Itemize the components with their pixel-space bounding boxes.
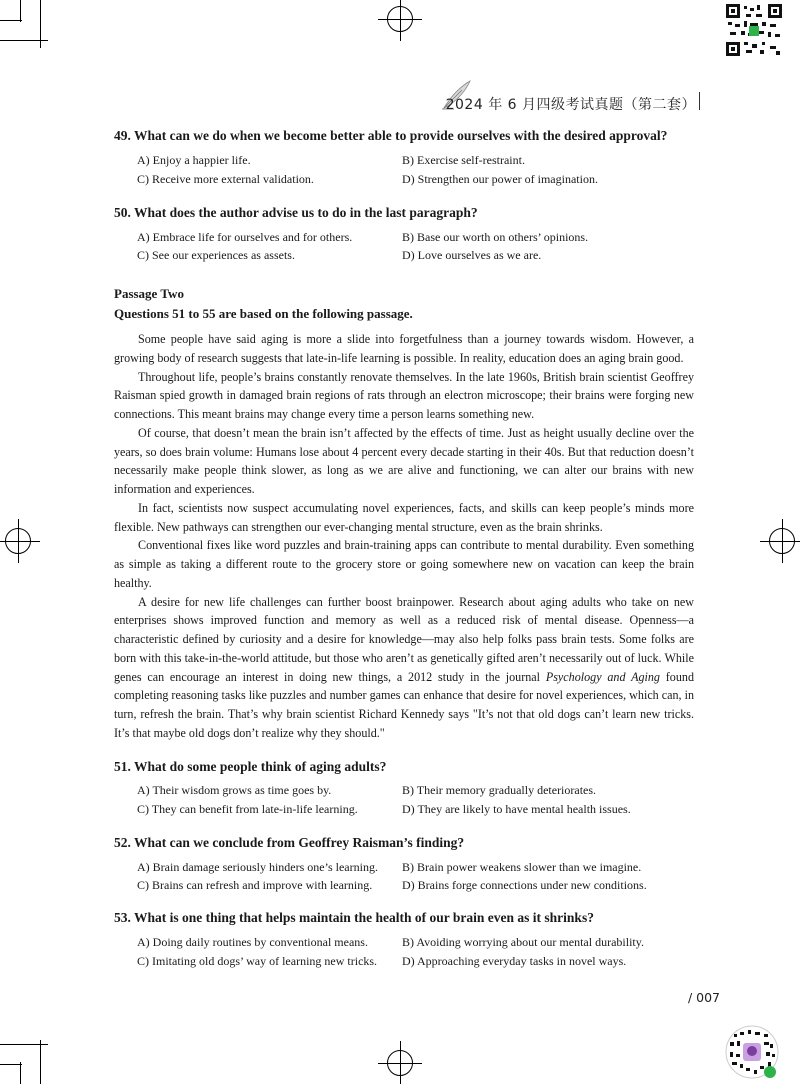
option-d: D) Approaching everyday tasks in novel ways. (402, 954, 627, 968)
option-a: A) Their wisdom grows as time goes by. (137, 783, 332, 797)
option-b: B) Base our worth on others’ opinions. (402, 230, 589, 244)
passage-paragraph: Conventional fixes like word puzzles and brain-training apps can contribute to mental durability. Even something as simple as taking a different route to the grocery store or going somewhere new on vacation can keep the brain healthy. (114, 538, 694, 590)
passage-paragraph (114, 593, 694, 743)
crop-mark (0, 1064, 22, 1065)
paragraph-text: A desire for new life challenges can further boost brainpower. Research about aging adults who take on new enterprises shows improved function and memory as well as a reduced risk of mental disease. Openness—a characteristic defined by curiosity and a desire for knowledge—may also help folks pass brain tests. Some folks are born with this take-in-the-world attitude, but those who aren’t as genetically gifted aren’t necessarily out of luck. While genes can encourage an interest in doing new things, a 2012 study in the journal (114, 594, 694, 684)
question-title: 50. What does the author advise us to do in the last paragraph? (114, 205, 478, 220)
option-b: B) Brain power weakens slower than we imagine. (402, 860, 642, 874)
passage-paragraph: Some people have said aging is more a slide into forgetfulness than a journey towards wisdom. However, a growing body of research suggests that late-in-life learning is possible. In reality, education does an aging brain good. (114, 332, 694, 365)
passage-instruction: Questions 51 to 55 are based on the following passage. (114, 306, 413, 321)
passage-body (114, 330, 694, 743)
passage-paragraph: In fact, scientists now suspect accumulating novel experiences, facts, and skills can keep people’s minds more flexible. New pathways can strengthen our ever-changing mental structure, even as the brain shrinks. (114, 500, 694, 534)
option-c: C) See our experiences as assets. (137, 248, 295, 262)
registration-mark (769, 528, 795, 554)
option-b: B) Exercise self-restraint. (402, 153, 525, 167)
running-head-bar (699, 92, 701, 110)
passage-paragraph: Of course, that doesn’t mean the brain isn’t affected by the effects of time. Just as height usually decline over the years, so does brain volume: Humans lose about 4 percent every decade starting in their 40s. But that reduction doesn’t necessarily make people think slower, as long as we are alive and functioning, we can alter our brains with new information and experiences. (114, 425, 694, 496)
crop-mark (0, 1044, 48, 1045)
crop-mark (40, 1040, 41, 1084)
option-a: A) Enjoy a happier life. (137, 153, 251, 167)
running-header (440, 78, 700, 114)
question-title: 49. What can we do when we become better able to provide ourselves with the desired approval? (114, 128, 668, 143)
passage-paragraph: Throughout life, people’s brains constantly renovate themselves. In the late 1960s, British brain scientist Geoffrey Raisman spied growth in damaged brain regions of rats through an electron microscope; their brains were forging new connections. This meant brains may change every time a person learns something new. (114, 369, 694, 421)
journal-title: Psychology and Aging (545, 669, 660, 684)
option-d: D) They are likely to have mental health issues. (402, 802, 631, 816)
page-number: / 007 (687, 990, 720, 1005)
question-title: 53. What is one thing that helps maintain the health of our brain even as it shrinks? (114, 910, 594, 925)
crop-mark (0, 20, 22, 21)
option-b: B) Avoiding worrying about our mental durability. (402, 935, 644, 949)
registration-mark (387, 6, 413, 32)
crop-mark (0, 40, 48, 41)
question-title: 51. What do some people think of aging adults? (114, 759, 387, 774)
option-d: D) Strengthen our power of imagination. (402, 172, 598, 186)
paragraph-text: found completing reasoning tasks like puzzles and number games can enhance that desire for novel experiences, which can, in turn, refresh the brain. That’s why brain scientist Richard Kennedy says "It’s not that old dogs can’t learn new tricks. It’s that maybe old dogs don’t realize why they should." (114, 669, 694, 740)
option-c: C) They can benefit from late-in-life learning. (137, 802, 358, 816)
option-a: A) Embrace life for ourselves and for others. (137, 230, 353, 244)
passage-heading: Passage Two (114, 286, 184, 301)
option-c: C) Receive more external validation. (137, 172, 314, 186)
registration-mark (387, 1050, 413, 1076)
qr-code-icon (726, 4, 782, 56)
crop-mark (20, 0, 21, 22)
qr-code-icon (724, 1024, 780, 1080)
registration-mark (5, 528, 31, 554)
option-c: C) Brains can refresh and improve with learning. (137, 878, 373, 892)
option-d: D) Brains forge connections under new conditions. (402, 878, 647, 892)
option-b: B) Their memory gradually deteriorates. (402, 783, 597, 797)
option-c: C) Imitating old dogs’ way of learning new tricks. (137, 954, 378, 968)
option-d: D) Love ourselves as we are. (402, 248, 542, 262)
option-a: A) Brain damage seriously hinders one’s learning. (137, 860, 378, 874)
running-head-title: 2024 年 6 月四级考试真题（第二套） (445, 97, 696, 113)
question-title: 52. What can we conclude from Geoffrey Raisman’s finding? (114, 835, 465, 850)
crop-mark (20, 1062, 21, 1084)
option-a: A) Doing daily routines by conventional means. (137, 935, 368, 949)
